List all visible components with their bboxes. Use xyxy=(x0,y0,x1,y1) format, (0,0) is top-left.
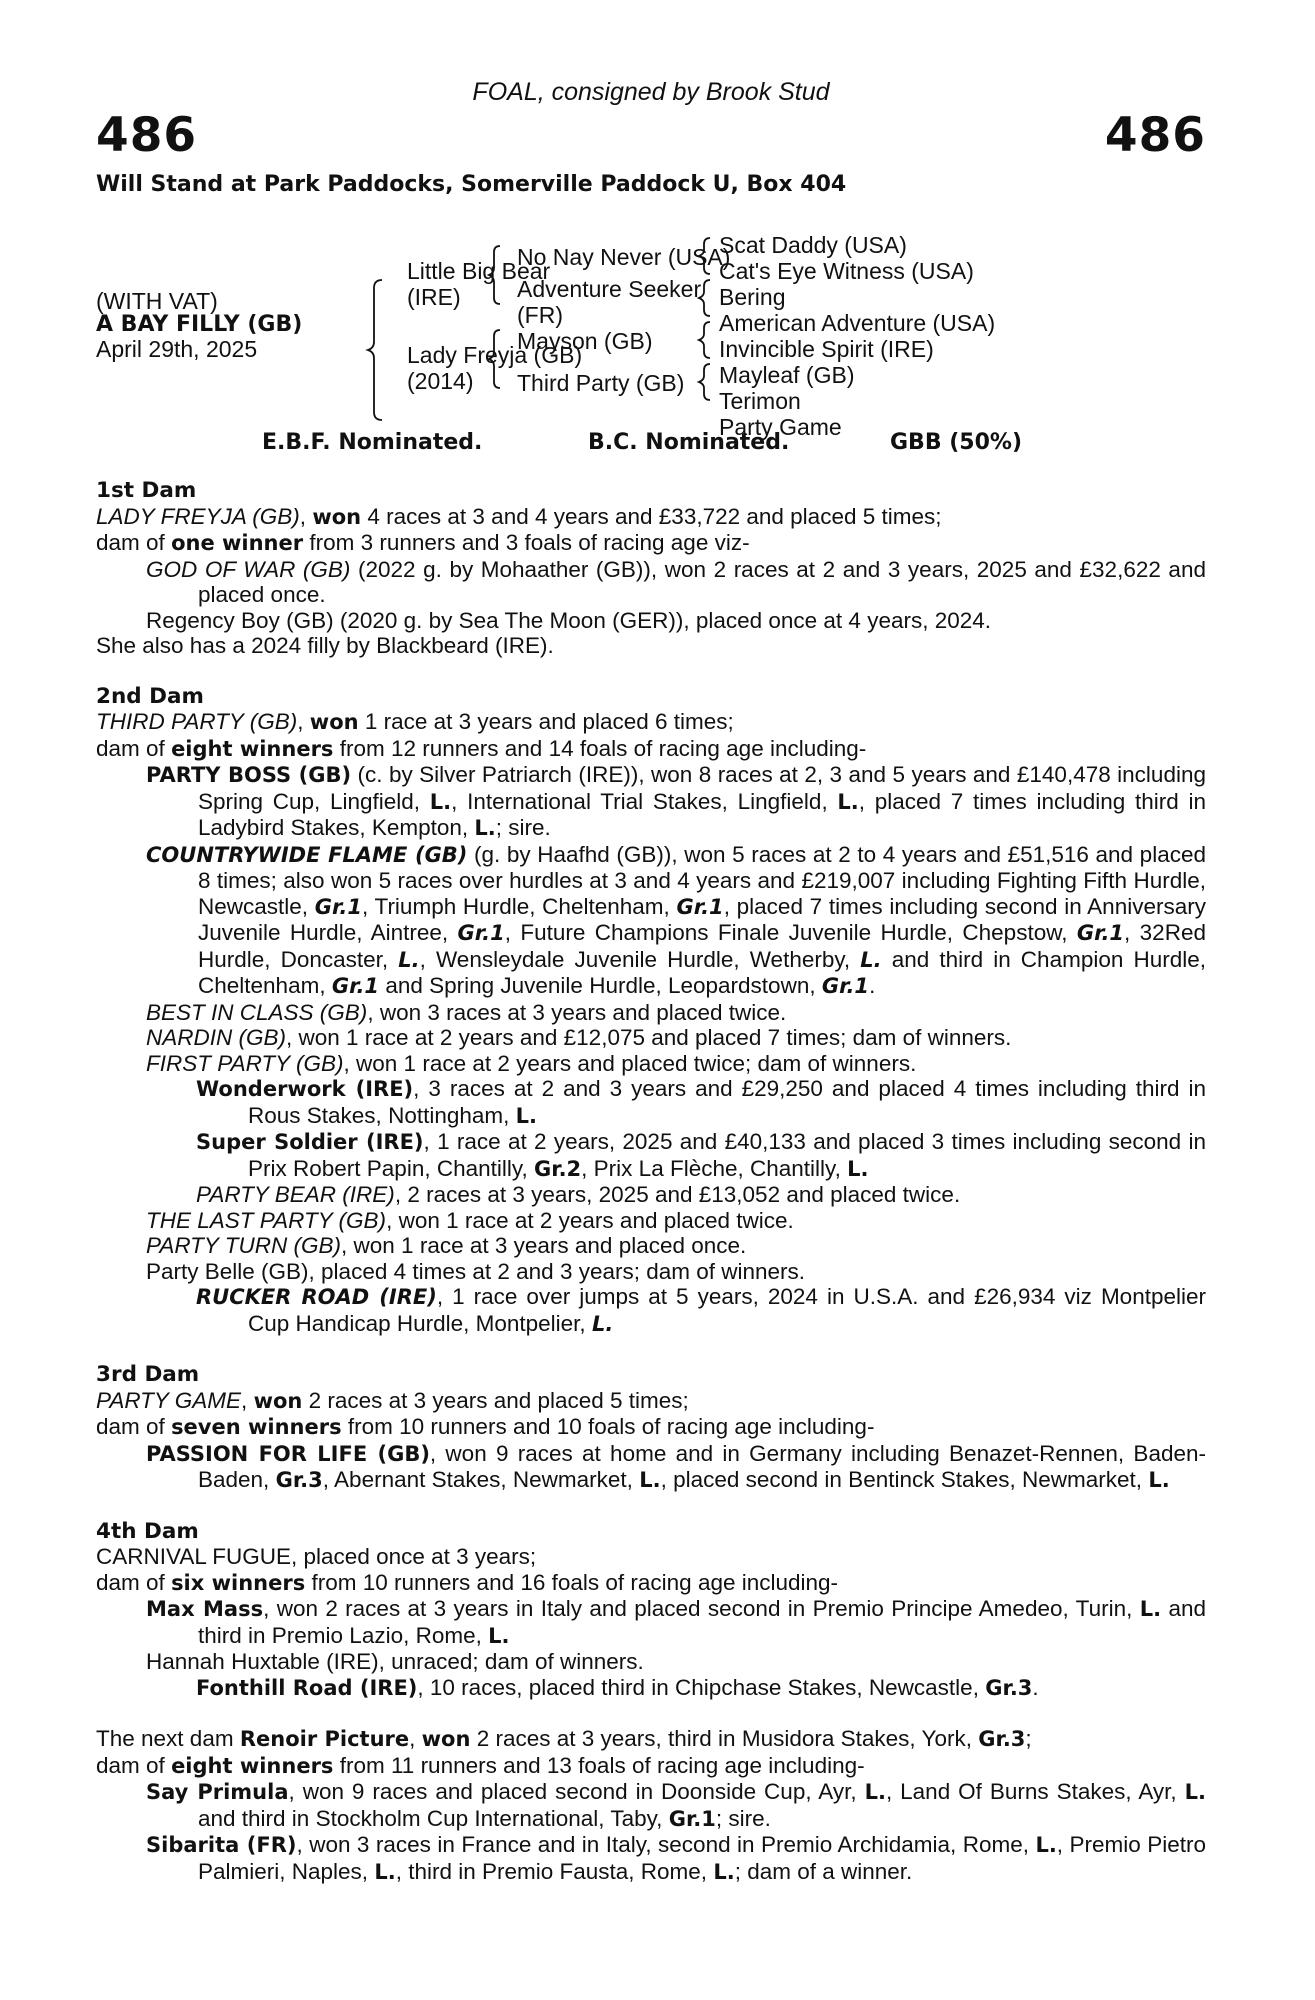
produce-record: , won 9 races at home and in Germany including Benazet-Rennen, Baden-Baden, xyxy=(198,1440,1206,1492)
produce-name: NARDIN (GB) xyxy=(146,1025,286,1050)
subject-horse-name: A BAY FILLY (GB) xyxy=(96,312,303,337)
race-grade: L. xyxy=(1148,1468,1170,1492)
winners-count: seven winners xyxy=(171,1415,342,1439)
produce-record: , Wensleydale Juvenile Hurdle, Wetherby, xyxy=(419,946,851,972)
runners-count: from 11 runners and 13 foals of racing age including- xyxy=(339,1752,865,1778)
produce-record: (g. by Haafhd (GB)), won 5 races at 2 to 4 years and £51,516 and placed 8 times; also won 5 races over hurdles at 3 and 4 years and £219,007 including Fighting Fifth Hurdle, Newcastle, xyxy=(198,841,1206,919)
sire-suffix: (IRE) xyxy=(407,284,461,310)
produce-record: (2022 g. by Mohaather (GB)), won 2 races at 2 and 3 years, 2025 and £32,622 and placed once. xyxy=(198,556,1206,607)
produce-record: , Prix La Flèche, Chantilly, xyxy=(581,1155,841,1181)
ebf-nomination: E.B.F. Nominated. xyxy=(262,430,483,455)
dds: Terimon xyxy=(719,388,801,414)
race-grade: L. xyxy=(837,789,859,814)
pedigree-table xyxy=(96,198,1226,440)
produce-name: PARTY BOSS (GB) xyxy=(146,763,352,787)
race-grade: L. xyxy=(429,789,452,814)
third-dam-section: 3rd Dam PARTY GAME, won 2 races at 3 years and placed 5 times; dam of seven winners from 10 runners and 10 foals of racing age including- PASSION FOR LIFE (GB), won 9 races at home and in Germany including Benazet-Rennen, Baden-Baden, Gr.3, Abernant Stakes, Newmarket, L., placed second in Bentinck Stakes, Newmarket, L. xyxy=(96,1362,1206,1492)
third-dam-name: PARTY GAME xyxy=(96,1387,242,1413)
race-grade: L. xyxy=(639,1468,661,1492)
stand-location: Will Stand at Park Paddocks, Somerville Paddock U, Box 404 xyxy=(96,172,847,197)
grand-produce-entry xyxy=(96,1284,1206,1337)
produce-record: , won 9 races and placed second in Doonside Cup, Ayr, xyxy=(288,1779,857,1804)
ddd: Party Game xyxy=(719,414,842,440)
first-dam-heading: 1st Dam xyxy=(96,478,197,503)
produce-record: , Premio Pietro Palmieri, Naples, xyxy=(198,1832,1206,1884)
fourth-dam-record: CARNIVAL FUGUE, placed once at 3 years; xyxy=(96,1544,537,1569)
dam-of-label: dam of xyxy=(96,1414,165,1439)
produce-record: , Land Of Burns Stakes, Ayr, xyxy=(885,1779,1177,1804)
produce-record: , won 2 races at 3 years in Italy and placed second in Premio Principe Amedeo, Turin, xyxy=(263,1596,1133,1621)
produce-record: , won 1 race at 2 years and £12,075 and placed 7 times; dam of winners. xyxy=(286,1025,1012,1050)
produce-entry xyxy=(96,1441,1206,1494)
dam-name: Lady Freyja (GB) xyxy=(407,342,583,368)
race-grade: Gr.1 xyxy=(457,921,505,945)
produce-entry xyxy=(96,1779,1206,1832)
winners-count: eight winners xyxy=(171,1753,334,1778)
bc-nomination: B.C. Nominated. xyxy=(588,430,790,455)
second-dam-name: THIRD PARTY (GB) xyxy=(96,709,298,734)
dss: Invincible Spirit (IRE) xyxy=(719,336,934,362)
produce-record: , 3 races at 2 and 3 years and £29,250 and placed 4 times including third in Rous Stakes, Nottingham, xyxy=(248,1076,1206,1128)
punctuation: ; xyxy=(1025,1726,1032,1751)
sire-dam-suffix: (FR) xyxy=(517,302,563,328)
produce-record: , Future Champions Finale Juvenile Hurdle, Chepstow, xyxy=(504,920,1068,945)
produce-record: , 1 race at 2 years, 2025 and £40,133 and placed 3 times including second in Prix Robert Papin, Chantilly, xyxy=(248,1129,1206,1181)
grand-produce-entry xyxy=(96,1076,1206,1129)
gbb-note: GBB (50%) xyxy=(890,430,1023,455)
fourth-dam-section xyxy=(96,1519,1206,1702)
produce-name: PARTY BEAR (IRE) xyxy=(196,1182,395,1207)
next-dam-section: The next dam Renoir Picture, won 2 races at 3 years, third in Musidora Stakes, York, Gr.3; dam of eight winners from 11 runners and 13 foals of racing age including- Say Primula, won 9 races and placed second in Doonside Cup, Ayr, L., Land Of Burns Stakes, Ayr, L. and third in Stockholm Cup International, Taby, Gr.1; sire. Sibarita (FR), won 3 races in France and in Italy, second in Premio Archidamia, Rome, L., Premio Pietro Palmieri, Naples, L., third in Premio Fausta, Rome, L.; dam of a winner. xyxy=(96,1726,1206,1884)
produce-entry xyxy=(96,1596,1206,1649)
pedigree-notes xyxy=(96,478,1206,1910)
race-grade: Gr.1 xyxy=(668,1806,716,1831)
produce-record: and third in Stockholm Cup International, Taby, xyxy=(198,1805,663,1831)
produce-record: (c. by Silver Patriarch (IRE)), won 8 races at 2, 3 and 5 years and £140,478 including Spring Cup, Lingfield, xyxy=(198,762,1206,814)
produce-name: PARTY TURN (GB) xyxy=(146,1233,342,1258)
produce-record: , won 1 race at 3 years and placed once. xyxy=(341,1233,747,1258)
winners-count: six winners xyxy=(171,1570,306,1595)
produce-record: , 32Red Hurdle, Doncaster, xyxy=(198,920,1206,972)
runners-count: from 10 runners and 10 foals of racing age including- xyxy=(347,1414,875,1439)
won-label: won xyxy=(421,1727,471,1751)
produce-record: Hannah Huxtable (IRE), unraced; dam of winners. xyxy=(146,1649,644,1674)
grand-produce-entry xyxy=(96,1129,1206,1182)
race-grade: L. xyxy=(1184,1780,1206,1804)
sds: Bering xyxy=(719,284,786,310)
grand-produce-entry xyxy=(96,1675,1206,1702)
runners-count: from 12 runners and 14 foals of racing age including- xyxy=(339,735,867,761)
produce-name: PASSION FOR LIFE (GB) xyxy=(146,1441,430,1466)
lot-number-left: 486 xyxy=(96,108,198,163)
race-grade: L. xyxy=(860,947,882,972)
dsd: Mayleaf (GB) xyxy=(719,362,855,388)
produce-record: Party Belle (GB), placed 4 times at 2 and 3 years; dam of winners. xyxy=(146,1258,806,1284)
race-grade: Gr.3 xyxy=(978,1727,1026,1751)
produce-name: THE LAST PARTY (GB) xyxy=(146,1207,387,1233)
produce-record: , placed 7 times including third in Ladybird Stakes, Kempton, xyxy=(198,788,1206,840)
produce-name: COUNTRYWIDE FLAME (GB) xyxy=(146,842,468,867)
dam-of-label: dam of xyxy=(96,530,165,555)
sire-dam: Adventure Seeker xyxy=(517,276,702,302)
produce-record: and third in Premio Lazio, Rome, xyxy=(198,1596,1206,1648)
race-grade: L. xyxy=(847,1156,869,1181)
produce-record: and third in Champion Hurdle, Cheltenham, xyxy=(198,946,1206,998)
race-grade: L. xyxy=(374,1859,396,1884)
race-grade: L. xyxy=(488,1623,510,1648)
third-dam-heading: 3rd Dam xyxy=(96,1362,200,1387)
won-label: won xyxy=(309,710,359,734)
nominations xyxy=(96,430,1206,460)
race-grade: Gr.3 xyxy=(985,1675,1033,1700)
produce-record: , won 3 races in France and in Italy, second in Premio Archidamia, Rome, xyxy=(296,1832,1029,1857)
race-grade: Gr.1 xyxy=(314,894,362,919)
vat-note: (WITH VAT) xyxy=(96,288,218,314)
winners-count: eight winners xyxy=(171,736,334,761)
runners-count: from 10 runners and 16 foals of racing age including- xyxy=(311,1569,839,1595)
race-grade: L. xyxy=(864,1780,886,1804)
dam-year: (2014) xyxy=(407,368,474,394)
sire-sire: No Nay Never (USA) xyxy=(517,244,731,270)
race-grade: L. xyxy=(515,1103,538,1128)
dam-of-label: dam of xyxy=(96,1752,165,1778)
race-grade: L. xyxy=(474,816,496,840)
produce-record: . xyxy=(869,973,876,998)
produce-record: , won 1 race at 2 years and placed twice; dam of winners. xyxy=(343,1050,917,1076)
produce-note: She also has a 2024 filly by Blackbeard (IRE). xyxy=(96,633,554,658)
consignor-line: FOAL, consigned by Brook Stud xyxy=(472,78,830,106)
race-grade: L. xyxy=(1139,1597,1162,1621)
first-dam-section: 1st Dam LADY FREYJA (GB), won 4 races at 3 and 4 years and £33,722 and placed 5 times; dam of one winner from 3 runners and 3 foals of racing age viz- GOD OF WAR (GB) (2022 g. by Mohaather (GB)), won 2 races at 2 and 3 years, 2025 and £32,622 and placed once. Regency Boy (GB) (2020 g. by Sea The Moon (GER)), placed once at 4 years, 2024. She also has a 2024 filly by Blackbeard (IRE). xyxy=(96,478,1206,658)
produce-record: , third in Premio Fausta, Rome, xyxy=(395,1858,708,1884)
second-dam-record: 1 race at 3 years and placed 6 times; xyxy=(364,709,734,734)
produce-record: and Spring Juvenile Hurdle, Leopardstown, xyxy=(385,973,816,998)
third-dam-record: 2 races at 3 years and placed 5 times; xyxy=(308,1387,689,1413)
dam-dam: Third Party (GB) xyxy=(517,370,685,396)
race-grade: Gr.1 xyxy=(1076,921,1125,945)
dam-of-label: dam of xyxy=(96,735,165,761)
produce-name: Super Soldier (IRE) xyxy=(196,1130,424,1154)
runners-count: from 3 runners and 3 foals of racing age viz- xyxy=(309,530,750,555)
sss: Scat Daddy (USA) xyxy=(719,232,907,258)
race-grade: Gr.1 xyxy=(331,974,380,998)
race-grade: L. xyxy=(591,1311,614,1336)
produce-record: , Abernant Stakes, Newmarket, xyxy=(322,1467,633,1492)
second-dam-section: 2nd Dam THIRD PARTY (GB), won 1 race at 3 years and placed 6 times; dam of eight winners from 12 runners and 14 foals of racing age including- PARTY BOSS (GB) (c. by Silver Patriarch (IRE)), won 8 races at 2, 3 and 5 years and £140,478 including Spring Cup, Lingfield, L., International Trial Stakes, Lingfield, L., placed 7 times including third in Ladybird Stakes, Kempton, L.; sire. COUNTRYWIDE FLAME (GB) (g. by Haafhd (GB)), won 5 races at 2 to 4 years and £51,516 and placed 8 times; also won 5 races over hurdles at 3 and 4 years and £219,007 including Fighting Fifth Hurdle, Newcastle, Gr.1, Triumph Hurdle, Cheltenham, Gr.1, placed 7 times including second in Anniversary Juvenile Hurdle, Aintree, Gr.1, Future Champions Finale Juvenile Hurdle, Chepstow, Gr.1, 32Red Hurdle, Doncaster, L., Wensleydale Juvenile Hurdle, Wetherby, L. and third in Champion Hurdle, Cheltenham, Gr.1 and Spring Juvenile Hurdle, Leopardstown, Gr.1. BEST IN CLASS (GB), won 3 races at 3 years and placed twice. NARDIN (GB), won 1 race at 2 years and £12,075 and placed 7 times; dam of winners. FIRST PARTY (GB), won 1 race at 2 years and placed twice; dam of winners. Wonderwork (IRE), 3 races at 2 and 3 years and £29,250 and placed 4 times including third in Rous Stakes, Nottingham, L. Super Soldier (IRE), 1 race at 2 years, 2025 and £40,133 and placed 3 times including second in Prix Robert Papin, Chantilly, Gr.2, Prix La Flèche, Chantilly, L. PARTY BEAR (IRE), 2 races at 3 years, 2025 and £13,052 and placed twice. THE LAST PARTY (GB), won 1 race at 2 years and placed twice. PARTY TURN (GB), won 1 race at 3 years and placed once. Party Belle (GB), placed 4 times at 2 and 3 years; dam of winners. RUCKER ROAD (IRE), 1 race over jumps at 5 years, 2024 in U.S.A. and £26,934 viz Montpelier Cup Handicap Hurdle, Montpelier, L. xyxy=(96,683,1206,1336)
lot-number-right: 486 xyxy=(1104,108,1206,163)
produce-entry xyxy=(96,842,1206,1000)
produce-record: Regency Boy (GB) (2020 g. by Sea The Moon (GER)), placed once at 4 years, 2024. xyxy=(146,607,992,633)
produce-name: BEST IN CLASS (GB) xyxy=(146,999,368,1025)
produce-entry xyxy=(96,762,1206,842)
produce-name: Fonthill Road (IRE) xyxy=(196,1675,418,1700)
produce-record: , placed second in Bentinck Stakes, Newmarket, xyxy=(660,1467,1143,1492)
second-dam-heading: 2nd Dam xyxy=(96,683,204,709)
produce-record: , 2 races at 3 years, 2025 and £13,052 and placed twice. xyxy=(394,1182,961,1207)
produce-name: Wonderwork (IRE) xyxy=(196,1077,414,1101)
race-grade: Gr.1 xyxy=(821,974,870,998)
produce-name: GOD OF WAR (GB) xyxy=(146,556,351,582)
produce-record: ; sire. xyxy=(715,1805,771,1831)
race-grade: L. xyxy=(1035,1833,1057,1857)
dam-sire: Mayson (GB) xyxy=(517,328,653,354)
first-dam-name: LADY FREYJA (GB) xyxy=(96,503,300,529)
produce-record: , won 3 races at 3 years and placed twice. xyxy=(367,999,787,1025)
produce-record: , 10 races, placed third in Chipchase Stakes, Newcastle, xyxy=(417,1674,979,1700)
produce-entry xyxy=(96,1832,1206,1885)
dam-of-label: dam of xyxy=(96,1569,165,1595)
foaling-date: April 29th, 2025 xyxy=(96,336,258,362)
produce-name: Sibarita (FR) xyxy=(146,1833,297,1857)
race-grade: Gr.1 xyxy=(676,894,724,919)
first-dam-record: 4 races at 3 and 4 years and £33,722 and placed 5 times; xyxy=(367,503,942,529)
next-dam-record: 2 races at 3 years, third in Musidora Stakes, York, xyxy=(476,1726,972,1751)
sdd: American Adventure (USA) xyxy=(719,310,996,336)
next-dam-name: Renoir Picture xyxy=(239,1727,410,1751)
race-grade: Gr.2 xyxy=(533,1156,582,1181)
produce-name: Max Mass xyxy=(146,1597,264,1621)
winners-count: one winner xyxy=(171,531,304,555)
produce-name: FIRST PARTY (GB) xyxy=(146,1050,344,1076)
produce-record: . xyxy=(1032,1674,1039,1700)
won-label: won xyxy=(253,1388,303,1413)
produce-record: ; dam of a winner. xyxy=(734,1858,913,1884)
fourth-dam-heading: 4th Dam xyxy=(96,1518,199,1544)
produce-name: RUCKER ROAD (IRE) xyxy=(196,1285,437,1309)
won-label: won xyxy=(312,504,362,529)
produce-record: , International Trial Stakes, Lingfield, xyxy=(451,788,828,814)
produce-record: ; sire. xyxy=(495,815,551,840)
race-grade: L. xyxy=(713,1859,735,1884)
produce-record: , Triumph Hurdle, Cheltenham, xyxy=(361,893,670,919)
sire-name: Little Big Bear xyxy=(407,258,551,284)
race-grade: L. xyxy=(398,947,420,972)
produce-record: , placed 7 times including second in Anniversary Juvenile Hurdle, Aintree, xyxy=(198,893,1206,945)
ssd: Cat's Eye Witness (USA) xyxy=(719,258,974,284)
produce-record: , won 1 race at 2 years and placed twice. xyxy=(386,1207,794,1233)
next-dam-label: The next dam xyxy=(96,1726,234,1751)
race-grade: Gr.3 xyxy=(275,1468,323,1492)
produce-record: , 1 race over jumps at 5 years, 2024 in U.S.A. and £26,934 viz Montpelier Cup Handicap Hurdle, Montpelier, xyxy=(248,1284,1206,1336)
produce-name: Say Primula xyxy=(146,1780,289,1804)
